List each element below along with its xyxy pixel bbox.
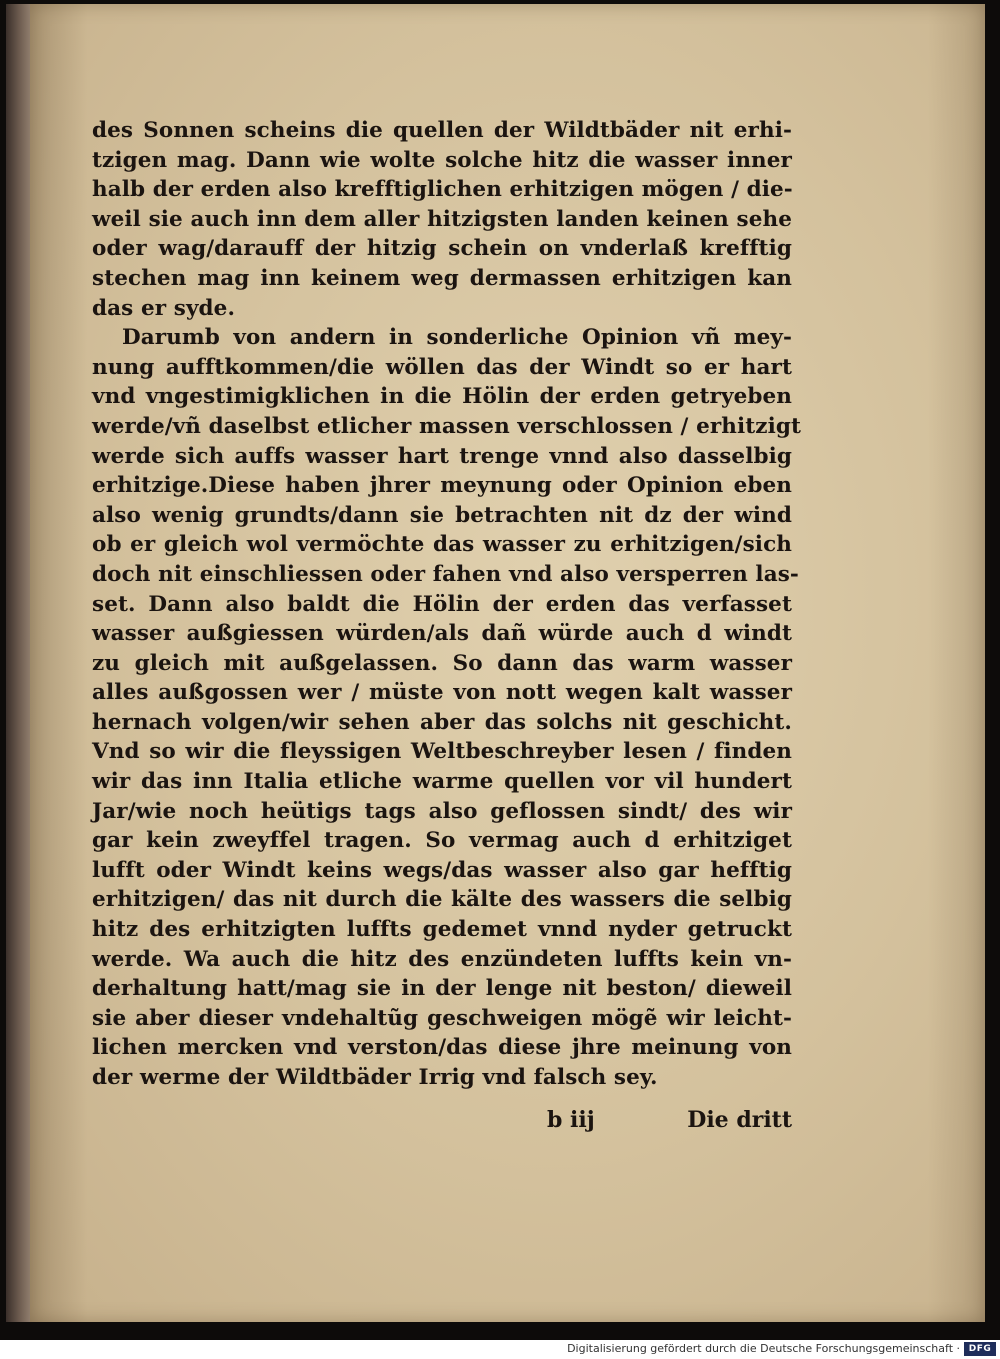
- text-line: doch nit einschliessen oder fahen vnd also versperren las-: [92, 561, 799, 587]
- text-line: stechen mag inn keinem weg dermassen erhitzigen kan: [92, 265, 792, 291]
- text-line: des Sonnen scheins die quellen der Wildtbäder nit erhi-: [92, 118, 792, 143]
- text-line: werde. Wa auch die hitz des enzündeten luffts kein vn-: [92, 946, 792, 972]
- dfg-logo-icon: DFG: [964, 1342, 996, 1356]
- funding-credit-strip: [0, 1340, 1000, 1359]
- text-line: alles außgossen wer / müste von nott wegen kalt wasser: [92, 680, 792, 706]
- text-line: also wenig grundts/dann sie betrachten nit dz der wind: [92, 502, 792, 528]
- text-line: derhaltung hatt/mag sie in der lenge nit beston/ dieweil: [92, 976, 792, 1002]
- text-line: weil sie auch inn dem aller hitzigsten landen keinen sehe: [92, 206, 792, 232]
- text-line: gar kein zweyffel tragen. So vermag auch d erhitziget: [92, 828, 792, 854]
- text-line: werde sich auffs wasser hart trenge vnnd also dasselbig: [92, 443, 792, 469]
- text-line: der werme der Wildtbäder Irrig vnd falsch sey.: [92, 1065, 658, 1090]
- text-line: wasser außgiessen würden/als dañ würde auch d windt: [92, 621, 792, 647]
- paragraph-start-line: Darumb von andern in sonderliche Opinion vñ mey-: [122, 325, 792, 351]
- text-line: hernach volgen/wir sehen aber das solchs nit geschicht.: [92, 709, 792, 735]
- text-line: halb der erden also krefftiglichen erhitzigen mögen / die-: [92, 177, 793, 203]
- page-text-block: [92, 116, 802, 1093]
- text-line: werde/vñ daselbst etlicher massen verschlossen / erhitzigt: [92, 413, 802, 439]
- text-line: nung aufftkommen/die wöllen das der Windt so er hart: [92, 354, 792, 380]
- text-line: tzigen mag. Dann wie wolte solche hitz die wasser inner: [92, 147, 792, 173]
- text-line: Jar/wie noch heütigs tags also geflossen sindt/ des wir: [92, 798, 792, 824]
- text-line: erhitzigen/ das nit durch die kälte des wassers die selbig: [92, 887, 792, 913]
- text-line: sie aber dieser vndehaltũg geschweigen mögẽ wir leicht-: [92, 1005, 792, 1031]
- text-line: oder wag/darauff der hitzig schein on vnderlaß krefftig: [92, 236, 792, 262]
- text-line: lufft oder Windt keins wegs/das wasser also gar hefftig: [92, 857, 792, 883]
- text-line: ob er gleich wol vermöchte das wasser zu erhitzigen/sich: [92, 532, 792, 558]
- text-line: set. Dann also baldt die Hölin der erden das verfasset: [92, 591, 792, 617]
- book-page: [30, 4, 985, 1322]
- text-line: wir das inn Italia etliche warme quellen vor vil hundert: [92, 769, 792, 795]
- signature-mark: b iij: [547, 1107, 595, 1133]
- text-line: das er syde.: [92, 295, 236, 321]
- funding-credit-text: Digitalisierung gefördert durch die Deutsche Forschungsgemeinschaft ·: [567, 1342, 960, 1355]
- text-line: hitz des erhitzigten luffts gedemet vnnd nyder getruckt: [92, 917, 792, 943]
- page-footer: [92, 1107, 792, 1139]
- text-line: erhitzige.Diese haben jhrer meynung oder Opinion eben: [92, 473, 792, 499]
- catchword: Die dritt: [687, 1107, 792, 1133]
- text-line: Vnd so wir die fleyssigen Weltbeschreyber lesen / finden: [92, 739, 792, 765]
- text-line: lichen mercken vnd verston/das diese jhre meinung von: [92, 1035, 792, 1061]
- text-line: vnd vngestimigklichen in die Hölin der erden getryeben: [92, 384, 792, 410]
- text-line: zu gleich mit außgelassen. So dann das warm wasser: [92, 650, 792, 676]
